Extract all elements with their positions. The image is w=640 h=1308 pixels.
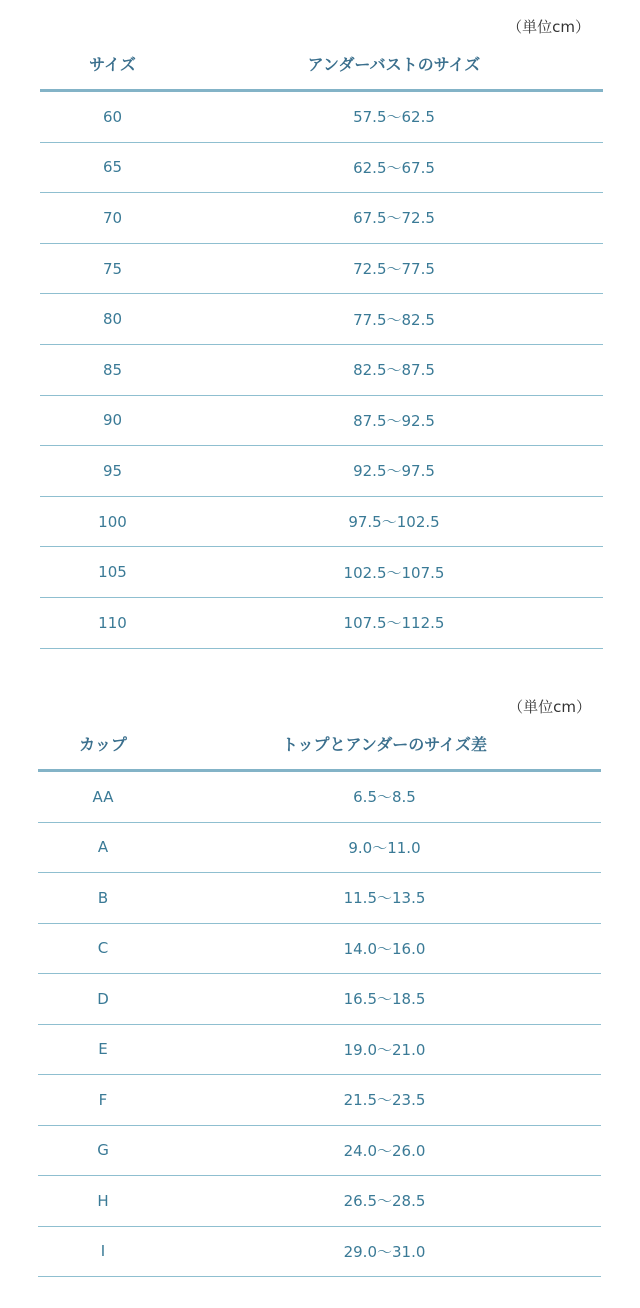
- underbust-range-cell: 87.5〜92.5: [185, 395, 603, 446]
- cup-size-row: [38, 1075, 601, 1126]
- cup-size-row: [38, 822, 601, 873]
- cup-size-row: [38, 923, 601, 974]
- cup-cell: G: [38, 1125, 168, 1176]
- underbust-range-cell: 67.5〜72.5: [185, 193, 603, 244]
- cup-cell: I: [38, 1226, 168, 1277]
- bust-difference-cell: 11.5〜13.5: [168, 873, 601, 924]
- cup-size-row: [38, 1125, 601, 1176]
- band-size-row: [40, 91, 603, 143]
- cup-size-row: [38, 771, 601, 823]
- bust-difference-header: トップとアンダーのサイズ差: [168, 718, 601, 771]
- underbust-range-cell: 102.5〜107.5: [185, 547, 603, 598]
- cup-size-row: [38, 974, 601, 1025]
- cup-cell: E: [38, 1024, 168, 1075]
- band-size-row: [40, 142, 603, 193]
- cup-cell: D: [38, 974, 168, 1025]
- underbust-range-cell: 72.5〜77.5: [185, 243, 603, 294]
- underbust-range-cell: 97.5〜102.5: [185, 496, 603, 547]
- cup-cell: C: [38, 923, 168, 974]
- band-size-cell: 75: [40, 243, 185, 294]
- bust-difference-cell: 24.0〜26.0: [168, 1125, 601, 1176]
- cup-size-row: [38, 1024, 601, 1075]
- cup-cell: F: [38, 1075, 168, 1126]
- band-size-row: [40, 294, 603, 345]
- bust-difference-cell: 14.0〜16.0: [168, 923, 601, 974]
- band-size-row: [40, 597, 603, 648]
- band-size-row: [40, 243, 603, 294]
- band-size-row: [40, 395, 603, 446]
- cup-size-table: [38, 718, 601, 1277]
- band-size-cell: 90: [40, 395, 185, 446]
- band-size-header: サイズ: [40, 38, 185, 91]
- band-size-row: [40, 446, 603, 497]
- band-size-cell: 100: [40, 496, 185, 547]
- cup-cell: B: [38, 873, 168, 924]
- band-size-row: [40, 193, 603, 244]
- cup-size-row: [38, 1226, 601, 1277]
- band-size-cell: 110: [40, 597, 185, 648]
- band-size-cell: 105: [40, 547, 185, 598]
- band-table-header-row: [40, 38, 603, 91]
- band-table-unit-label: （単位cm）: [507, 18, 590, 36]
- band-size-cell: 65: [40, 142, 185, 193]
- bust-difference-cell: 21.5〜23.5: [168, 1075, 601, 1126]
- underbust-range-cell: 82.5〜87.5: [185, 344, 603, 395]
- band-size-table: [40, 38, 603, 649]
- bust-difference-cell: 9.0〜11.0: [168, 822, 601, 873]
- cup-cell: H: [38, 1176, 168, 1227]
- bust-difference-cell: 6.5〜8.5: [168, 771, 601, 823]
- band-size-cell: 80: [40, 294, 185, 345]
- band-size-cell: 60: [40, 91, 185, 143]
- bust-difference-cell: 19.0〜21.0: [168, 1024, 601, 1075]
- bust-difference-cell: 29.0〜31.0: [168, 1226, 601, 1277]
- band-size-row: [40, 547, 603, 598]
- cup-table-unit-label: （単位cm）: [508, 698, 591, 716]
- band-size-cell: 70: [40, 193, 185, 244]
- cup-cell: AA: [38, 771, 168, 823]
- band-size-cell: 95: [40, 446, 185, 497]
- bust-difference-cell: 26.5〜28.5: [168, 1176, 601, 1227]
- underbust-header: アンダーバストのサイズ: [185, 38, 603, 91]
- cup-header: カップ: [38, 718, 168, 771]
- band-size-row: [40, 344, 603, 395]
- band-size-row: [40, 496, 603, 547]
- cup-size-row: [38, 873, 601, 924]
- cup-cell: A: [38, 822, 168, 873]
- cup-size-row: [38, 1176, 601, 1227]
- underbust-range-cell: 57.5〜62.5: [185, 91, 603, 143]
- cup-table-header-row: [38, 718, 601, 771]
- band-size-cell: 85: [40, 344, 185, 395]
- underbust-range-cell: 107.5〜112.5: [185, 597, 603, 648]
- underbust-range-cell: 92.5〜97.5: [185, 446, 603, 497]
- underbust-range-cell: 77.5〜82.5: [185, 294, 603, 345]
- bust-difference-cell: 16.5〜18.5: [168, 974, 601, 1025]
- underbust-range-cell: 62.5〜67.5: [185, 142, 603, 193]
